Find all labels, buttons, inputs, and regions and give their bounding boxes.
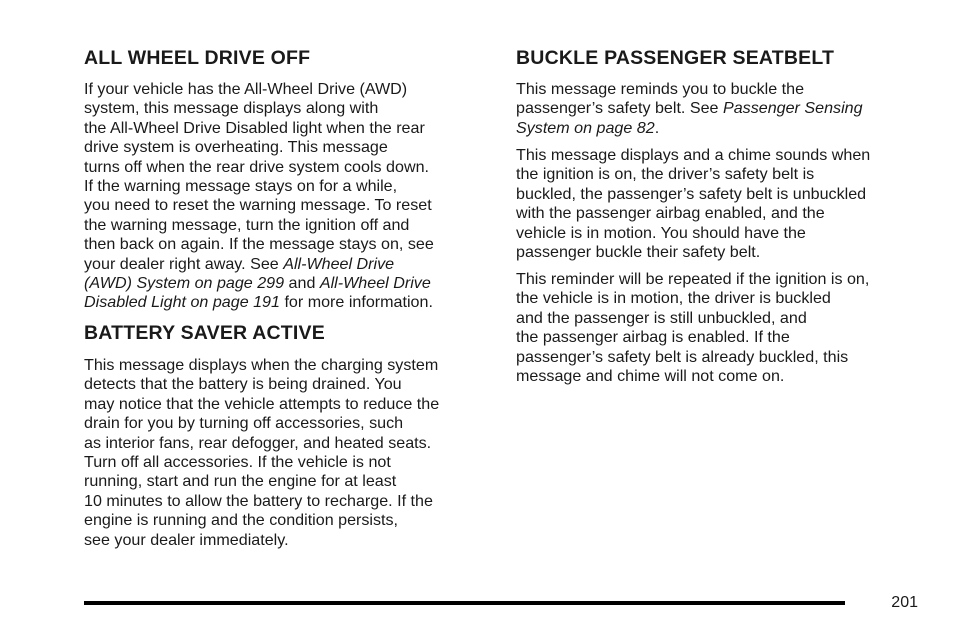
passenger-sensing-reference: Passenger Sensing System on page 82	[516, 99, 863, 137]
battery-saver-heading: BATTERY SAVER ACTIVE	[84, 322, 325, 344]
awd-disabled-light-reference: All-Wheel Drive Disabled Light on page 191	[84, 274, 431, 312]
awd-off-body	[84, 80, 484, 313]
buckle-reminder-text: This message reminds you to buckle the passenger’s safety belt. See	[516, 80, 805, 118]
buckle-passenger-para-2: This message displays and a chime sounds when the ignition is on, the driver’s safety belt is buckled, the passenger’s safety belt is unbuckled with the passenger airbag enabled, and the vehicle is in motion. You should have the passenger buckle their safety belt.	[516, 146, 871, 262]
awd-off-heading: ALL WHEEL DRIVE OFF	[84, 47, 311, 69]
page-number: 201	[891, 594, 918, 611]
awd-more-info-text: for more information.	[279, 293, 433, 312]
buckle-passenger-para-1	[516, 80, 916, 138]
awd-off-text: If your vehicle has the All-Wheel Drive (AWD) system, this message displays along with the All-Wheel Drive Disabled light when the rear drive system is overheating. This message turns off when the rear drive system cools down. If the warning message stays on for a while, you need to reset the warning message. To reset the warning message, turn the ignition off and then back on again. If the message stays on, see your dealer right away. See	[84, 80, 434, 273]
awd-system-reference: All-Wheel Drive (AWD) System on page 299	[84, 254, 395, 293]
awd-and-text: and	[284, 274, 320, 293]
buckle-period: .	[654, 118, 660, 137]
buckle-passenger-heading: BUCKLE PASSENGER SEATBELT	[516, 47, 835, 69]
battery-saver-body: This message displays when the charging system detects that the battery is being drained. You may notice that the vehicle attempts to reduce the drain for you by turning off accessories, such as interior fans, rear defogger, and heated seats. Turn off all accessories. If the vehicle is not running, start and run the engine for at least 10 minutes to allow the battery to recharge. If the engine is running and the condition persists, see your dealer immediately.	[84, 356, 440, 549]
buckle-passenger-para-3: This reminder will be repeated if the ignition is on, the vehicle is in motion, the driver is buckled and the passenger is still unbuckled, and the passenger airbag is enabled. If the passenger’s safety belt is already buckled, this message and chime will not come on.	[516, 270, 870, 386]
footer-rule	[84, 601, 845, 605]
